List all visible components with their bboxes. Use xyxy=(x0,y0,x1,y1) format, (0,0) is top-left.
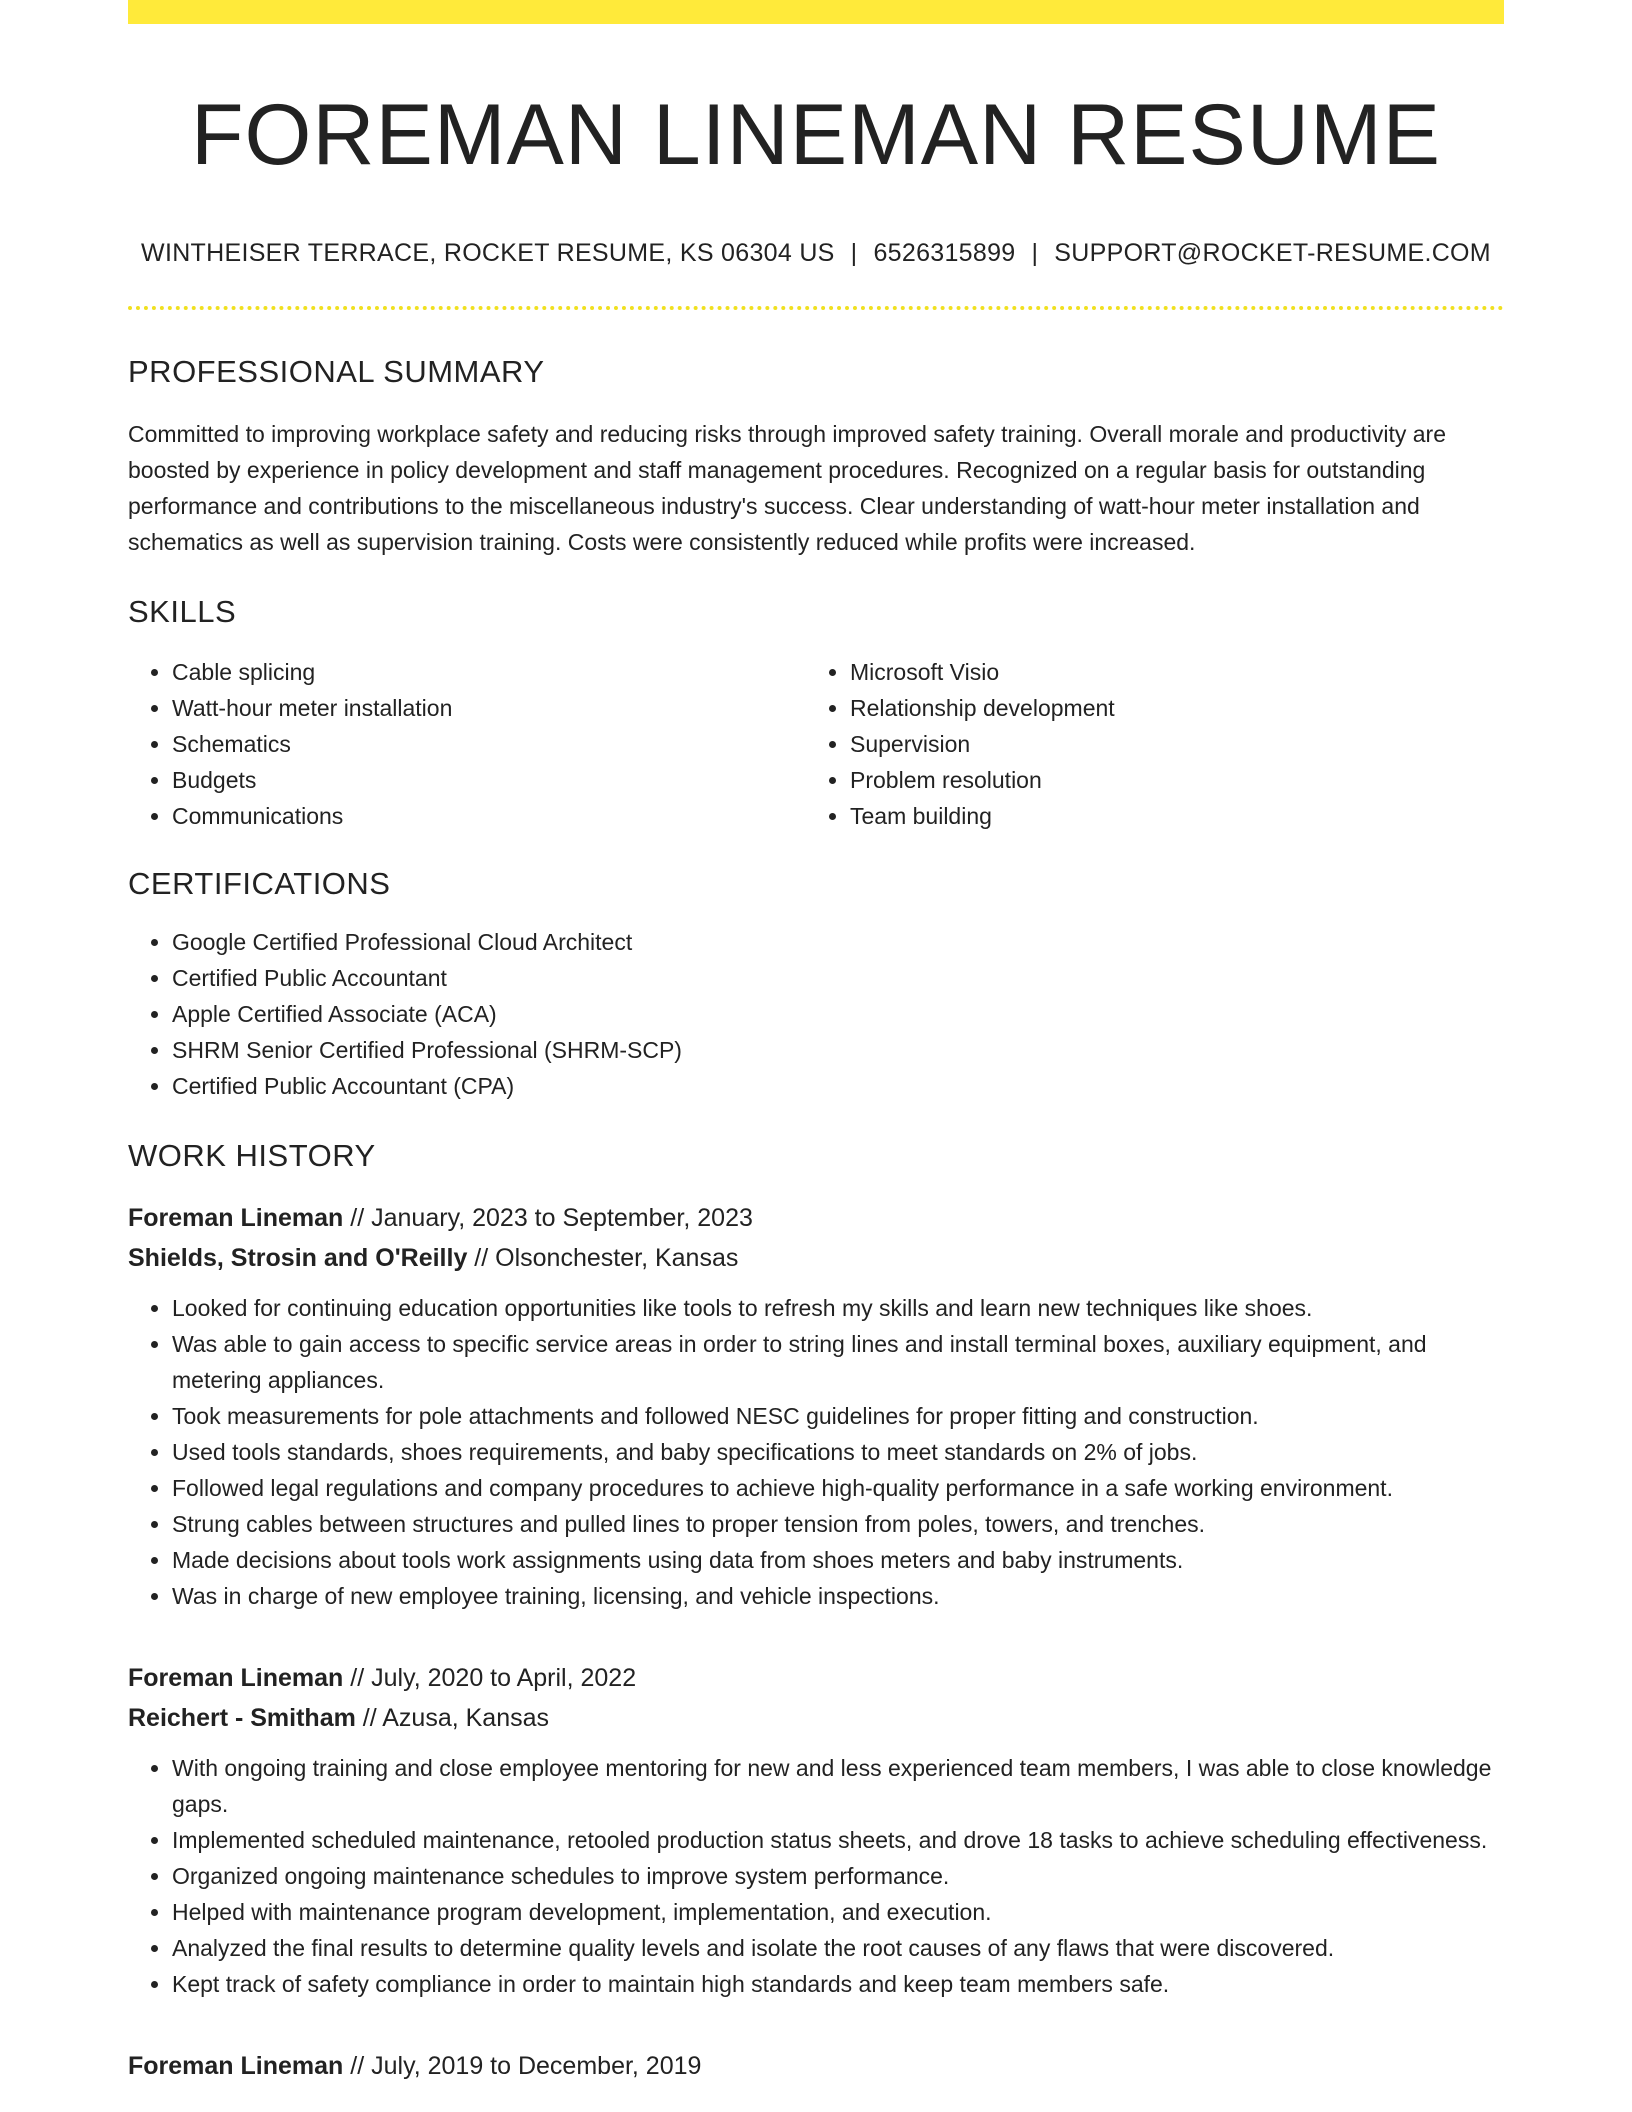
job-bullet: • Was able to gain access to specific service areas in order to string lines and install terminal boxes, auxiliary equipment, and metering appliances. xyxy=(172,1326,1504,1398)
job-separator: // xyxy=(343,1664,372,1693)
job-bullet: • Took measurements for pole attachments and followed NESC guidelines for proper fitting and construction. xyxy=(172,1398,1504,1434)
skills-list-left xyxy=(172,654,806,834)
contact-separator: | xyxy=(850,239,858,268)
job-location: Azusa, Kansas xyxy=(382,1704,550,1733)
job-role: Foreman Lineman xyxy=(128,1664,344,1693)
job-dates: July, 2020 to April, 2022 xyxy=(371,1664,637,1693)
skills-title: SKILLS xyxy=(128,594,237,630)
job-bullet: • Analyzed the final results to determine quality levels and isolate the root causes of any flaws that were discovered. xyxy=(172,1930,1504,1966)
contact-phone: 6526315899 xyxy=(873,239,1016,268)
certification-item: • Google Certified Professional Cloud Architect xyxy=(172,924,1504,960)
header-divider xyxy=(128,306,1504,310)
job-separator: // xyxy=(343,1204,372,1233)
job-bullets xyxy=(128,1750,1504,2002)
certifications-section xyxy=(128,866,1504,1104)
job-entry xyxy=(128,1658,1504,2002)
job-bullets xyxy=(128,1290,1504,1614)
skills-list-right xyxy=(850,654,1484,834)
job-role: Foreman Lineman xyxy=(128,1204,344,1233)
skill-item: • Watt-hour meter installation xyxy=(172,690,806,726)
skill-item: • Microsoft Visio xyxy=(850,654,1484,690)
job-bullet: • Kept track of safety compliance in order to maintain high standards and keep team members safe. xyxy=(172,1966,1504,2002)
job-bullet: • Organized ongoing maintenance schedules to improve system performance. xyxy=(172,1858,1504,1894)
job-bullet: • Was in charge of new employee training, licensing, and vehicle inspections. xyxy=(172,1578,1504,1614)
job-company-line xyxy=(128,1698,1504,1738)
contact-separator: | xyxy=(1031,239,1039,268)
job-bullet: • Helped with maintenance program development, implementation, and execution. xyxy=(172,1894,1504,1930)
job-bullet: • Made decisions about tools work assignments using data from shoes meters and baby instruments. xyxy=(172,1542,1504,1578)
job-bullet: • Looked for continuing education opportunities like tools to refresh my skills and learn new techniques like shoes. xyxy=(172,1290,1504,1326)
resume-page xyxy=(128,0,1504,2086)
contact-email: SUPPORT@ROCKET-RESUME.COM xyxy=(1054,239,1491,268)
job-company: Reichert - Smitham xyxy=(128,1704,356,1733)
job-dates: January, 2023 to September, 2023 xyxy=(371,1204,753,1233)
job-bullet: • Strung cables between structures and pulled lines to proper tension from poles, towers, and trenches. xyxy=(172,1506,1504,1542)
skill-item: • Cable splicing xyxy=(172,654,806,690)
job-company-line xyxy=(128,1238,1504,1278)
job-separator: // xyxy=(467,1244,496,1273)
contact-address: WINTHEISER TERRACE, ROCKET RESUME, KS 06304 US xyxy=(141,239,835,268)
skill-item: • Problem resolution xyxy=(850,762,1484,798)
job-dates: July, 2019 to December, 2019 xyxy=(371,2052,702,2081)
job-role-line xyxy=(128,1198,1504,1238)
job-role: Foreman Lineman xyxy=(128,2052,344,2081)
job-bullet: • Followed legal regulations and company procedures to achieve high-quality performance in a safe working environment. xyxy=(172,1470,1504,1506)
certifications-list xyxy=(128,924,1504,1104)
job-entry xyxy=(128,2046,1504,2086)
job-separator: // xyxy=(343,2052,372,2081)
job-entry xyxy=(128,1198,1504,1614)
certification-item: • Certified Public Accountant (CPA) xyxy=(172,1068,1504,1104)
job-bullet: • With ongoing training and close employee mentoring for new and less experienced team members, I was able to close knowledge gaps. xyxy=(172,1750,1504,1822)
accent-top-bar xyxy=(128,0,1504,24)
job-location: Olsonchester, Kansas xyxy=(495,1244,739,1273)
skill-item: • Schematics xyxy=(172,726,806,762)
skill-item: • Relationship development xyxy=(850,690,1484,726)
work-history-title: WORK HISTORY xyxy=(128,1138,376,1174)
skill-item: • Supervision xyxy=(850,726,1484,762)
skill-item: • Communications xyxy=(172,798,806,834)
job-role-line xyxy=(128,1658,1504,1698)
skills-column-right xyxy=(806,654,1484,834)
certification-item: • SHRM Senior Certified Professional (SHRM-SCP) xyxy=(172,1032,1504,1068)
certifications-title: CERTIFICATIONS xyxy=(128,866,391,902)
summary-text: Committed to improving workplace safety and reducing risks through improved safety training. Overall morale and productivity are boosted by experience in policy development and staff management procedures. Recognized on a regular basis for outstanding performance and contributions to the miscellaneous industry's success. Clear understanding of watt-hour meter installation and schematics as well as supervision training. Costs were consistently reduced while profits were increased. xyxy=(128,421,1446,556)
skill-item: • Budgets xyxy=(172,762,806,798)
skills-section xyxy=(128,594,1504,834)
contact-line xyxy=(128,239,1504,268)
skills-grid xyxy=(128,654,1504,834)
job-bullet: • Used tools standards, shoes requirements, and baby specifications to meet standards on 2% of jobs. xyxy=(172,1434,1504,1470)
job-bullet: • Implemented scheduled maintenance, retooled production status sheets, and drove 18 tasks to achieve scheduling effectiveness. xyxy=(172,1822,1504,1858)
job-role-line xyxy=(128,2046,1504,2086)
skills-column-left xyxy=(128,654,806,834)
job-company: Shields, Strosin and O'Reilly xyxy=(128,1244,468,1273)
certification-item: • Certified Public Accountant xyxy=(172,960,1504,996)
summary-section xyxy=(128,354,1504,560)
job-separator: // xyxy=(355,1704,383,1733)
resume-title: FOREMAN LINEMAN RESUME xyxy=(190,87,1442,183)
summary-title: PROFESSIONAL SUMMARY xyxy=(128,354,545,390)
work-history-section xyxy=(128,1138,1504,2086)
skill-item: • Team building xyxy=(850,798,1484,834)
certification-item: • Apple Certified Associate (ACA) xyxy=(172,996,1504,1032)
